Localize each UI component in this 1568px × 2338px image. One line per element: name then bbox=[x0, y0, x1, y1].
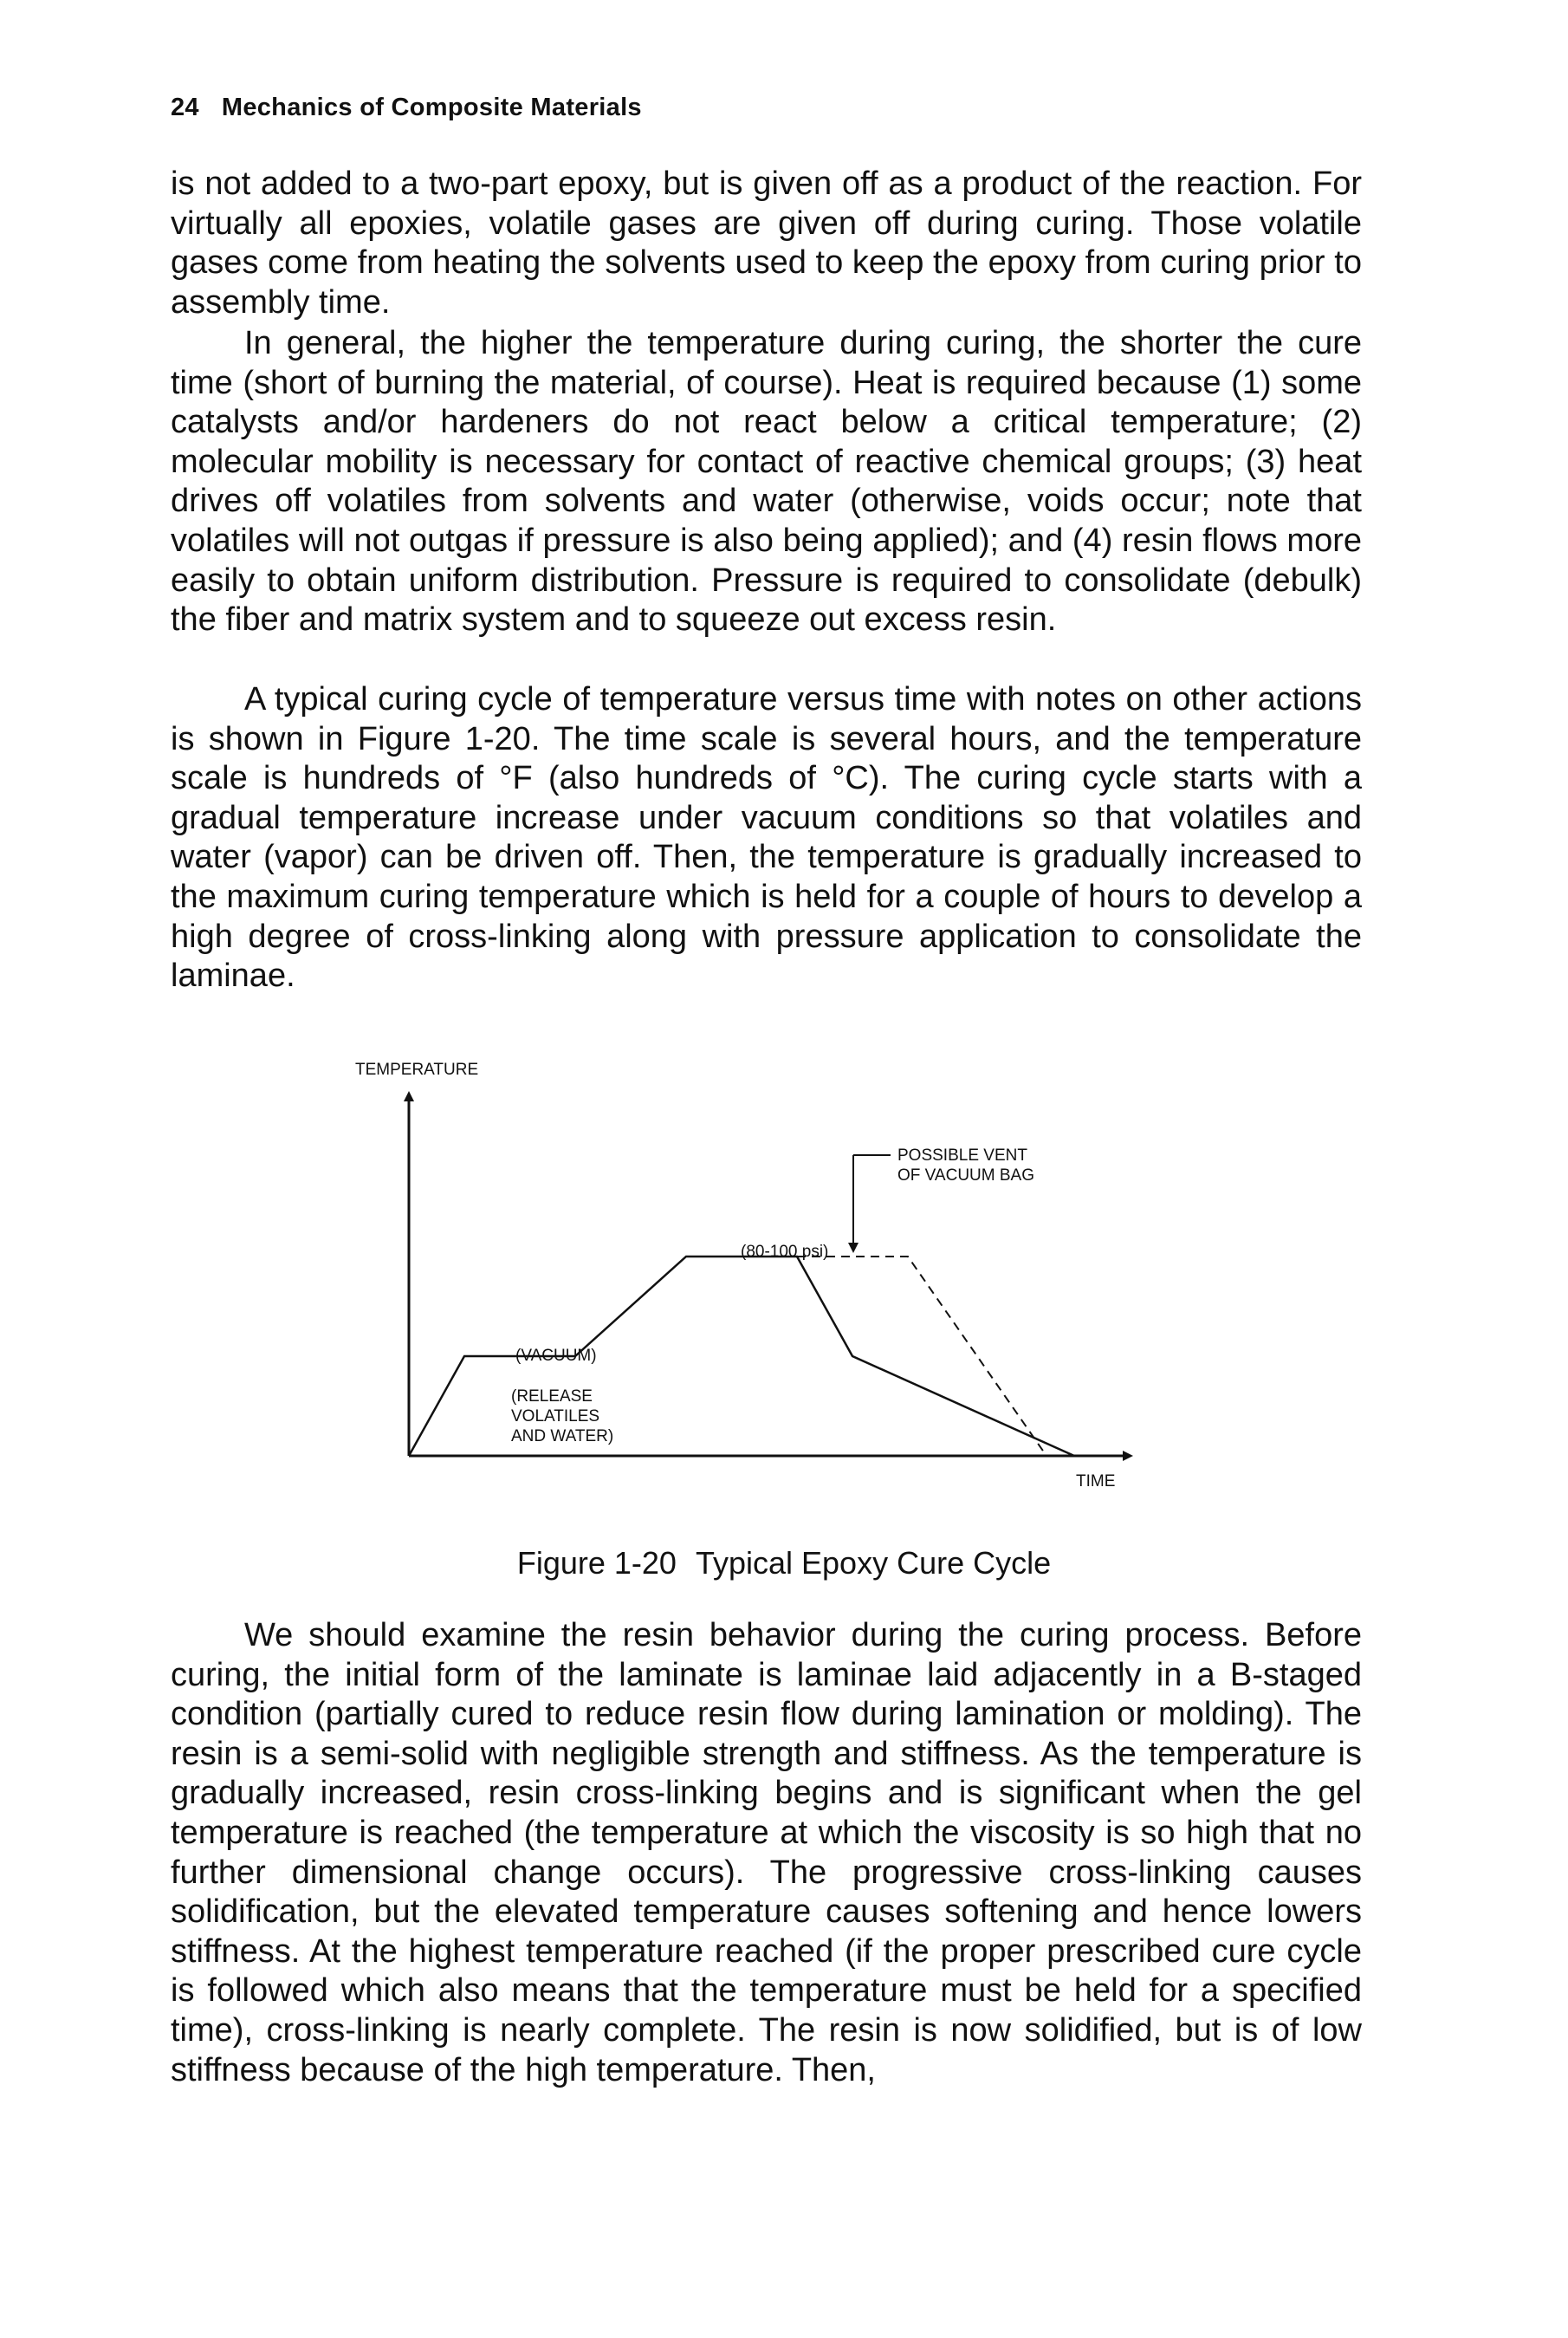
vacuum-annotation: (VACUUM) bbox=[515, 1347, 597, 1365]
paragraph-2: In general, the higher the temperature during curing, the shorter the cure time (short of burning the material, of course). Heat is required because (1) some catalysts and/or hardeners do not react below a critical temperature; (2) molecular mobility is necessary for contact of reactive chemical groups; (3) heat drives off volatiles from solvents and water (otherwise, voids occur; note that volatiles will not outgas if pressure is also being applied); and (4) resin flows more easily to obtain uniform distribution. Pressure is required to consolidate (debulk) the fiber and matrix system and to squeeze out excess resin. bbox=[171, 325, 1362, 639]
pressure-annotation: (80-100 psi) bbox=[741, 1243, 829, 1261]
paragraph-4: We should examine the resin behavior during the curing process. Before curing, the initial form of the laminate is laminae laid adjacently in a B-staged condition (partially cured to reduce resin flow during lamination or molding). The resin is a semi-solid with negligible strength and stiffness. As the temperature is gradually increased, resin cross-linking begins and is significant when the gel temperature is reached (the temperature at which the viscosity is so high that no further dimensional change occurs). The progressive cross-linking causes solidification, but the elevated temperature causes softening and hence lowers stiffness. At the highest temperature reached (if the proper prescribed cure cycle is followed which also means that the temperature must be held for a specified time), cross-linking is nearly complete. The resin is now solidified, but is of low stiffness because of the high temperature. Then, bbox=[171, 1617, 1362, 2088]
release-annotation-line-1: (RELEASE bbox=[511, 1387, 593, 1406]
caption-title: Typical Epoxy Cure Cycle bbox=[695, 1545, 1052, 1581]
figure-caption bbox=[0, 1545, 1568, 1581]
page-number: 24 bbox=[171, 94, 199, 121]
y-axis-label: TEMPERATURE bbox=[355, 1061, 479, 1079]
x-axis-label: TIME bbox=[1076, 1472, 1116, 1490]
cure-cycle-figure bbox=[347, 1053, 1195, 1521]
vent-annotation-line-2: OF VACUUM BAG bbox=[897, 1166, 1034, 1185]
release-annotation-line-2: VOLATILES bbox=[511, 1407, 600, 1426]
cure-cycle-line bbox=[409, 1257, 1074, 1456]
paragraph-3: A typical curing cycle of temperature versus time with notes on other actions is shown in Figure 1-20. The time scale is several hours, and the temperature scale is hundreds of °F (also hundreds of °C). The curing cycle starts with a gradual temperature increase under vacuum conditions so that volatiles and water (vapor) can be driven off. Then, the temperature is gradually increased to the maximum curing temperature which is held for a couple of hours to develop a high degree of cross-linking along with pressure application to consolidate the laminae. bbox=[171, 681, 1362, 995]
cure-cycle-chart bbox=[347, 1053, 1195, 1521]
caption-number: Figure 1-20 bbox=[516, 1545, 677, 1581]
book-title: Mechanics of Composite Materials bbox=[221, 94, 642, 121]
paragraph-1: is not added to a two-part epoxy, but is given off as a product of the reaction. For virtually all epoxies, volatile gases are given off during curing. Those volatile gases come from heating the solvents used to keep the epoxy from curing prior to assembly time. bbox=[171, 166, 1362, 321]
release-annotation-line-3: AND WATER) bbox=[511, 1427, 614, 1445]
running-head bbox=[171, 94, 642, 122]
vent-annotation-line-1: POSSIBLE VENT bbox=[897, 1146, 1027, 1165]
